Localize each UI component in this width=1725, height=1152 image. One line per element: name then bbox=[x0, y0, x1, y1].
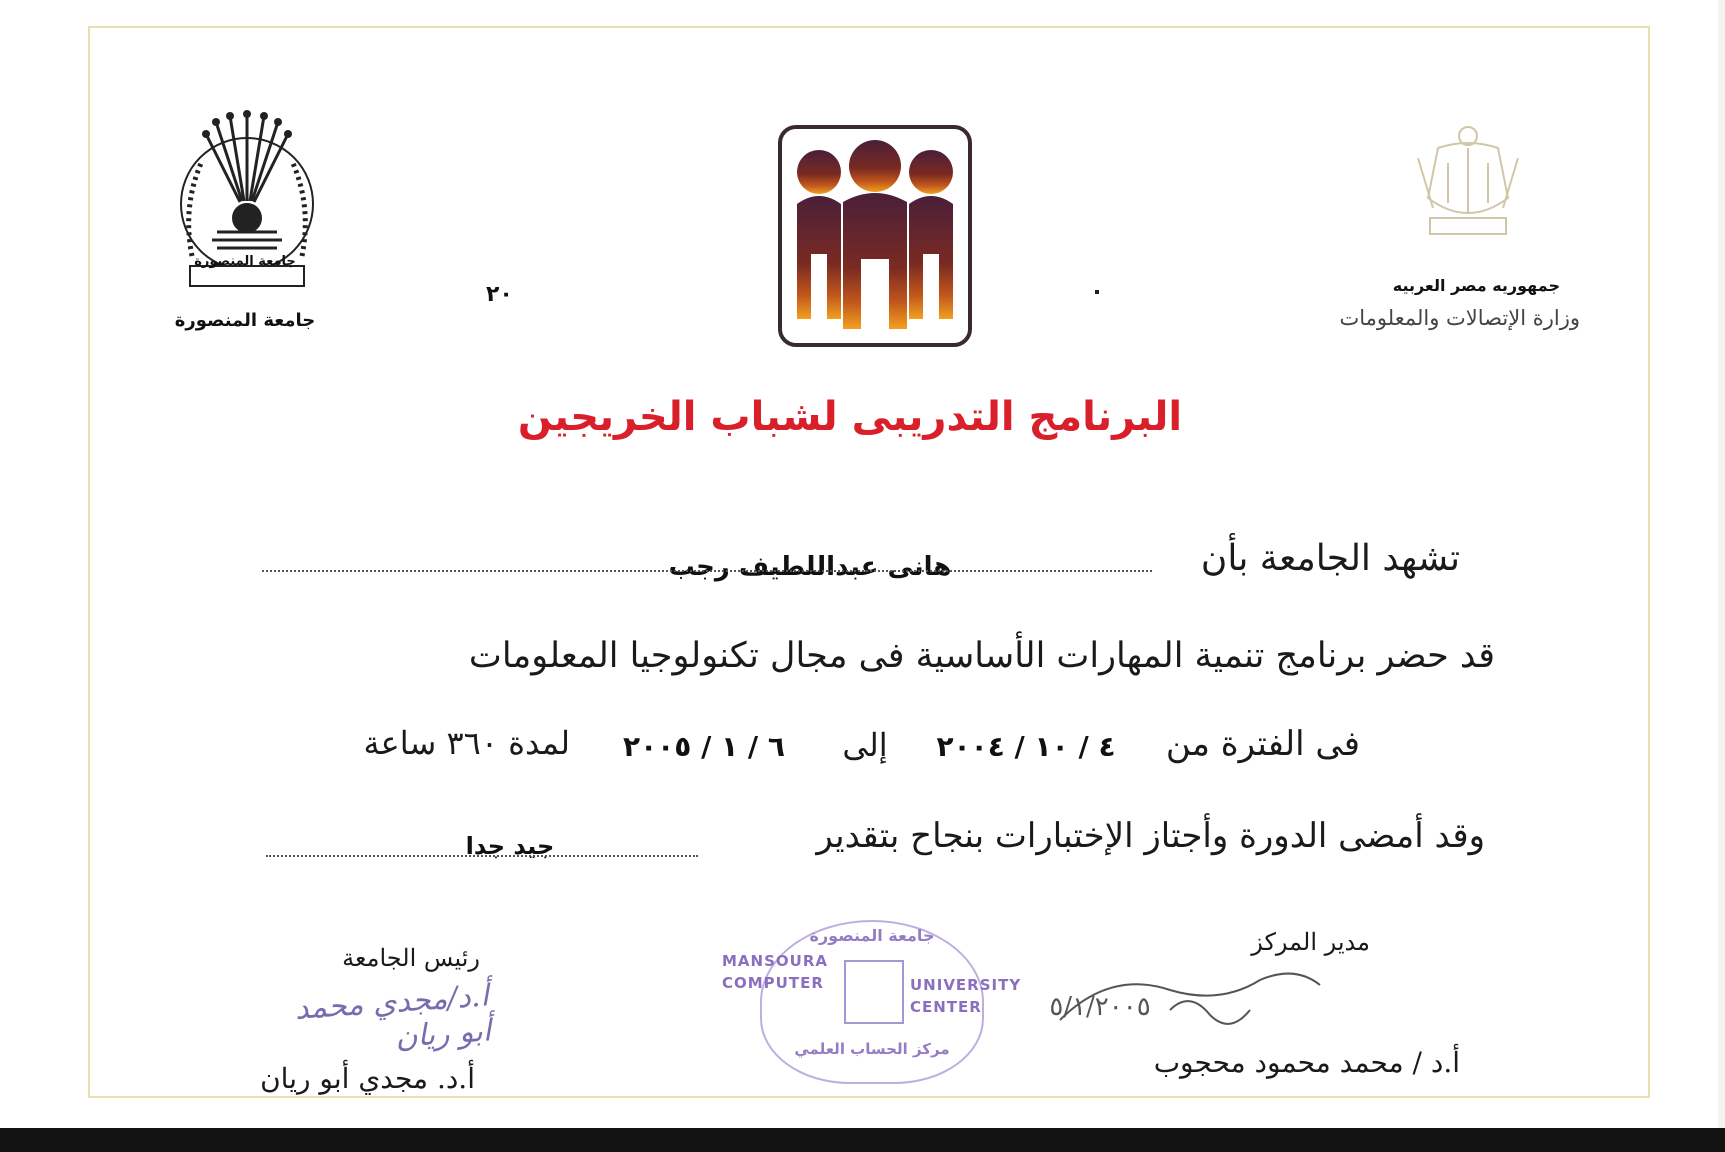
stamp-arabic-bottom: مركز الحساب العلمي bbox=[794, 1040, 950, 1058]
emblem-caption: جامعة المنصورة bbox=[194, 254, 296, 269]
egypt-eagle-icon bbox=[1408, 118, 1528, 242]
serial-number: ٢٠ bbox=[486, 282, 513, 307]
director-title: مدير المركز bbox=[1251, 928, 1370, 956]
stamp-right-text: UNIVERSITY CENTER bbox=[910, 976, 1022, 1016]
stamp-arabic-top: جامعة المنصورة bbox=[809, 926, 935, 945]
grade-value: جيد جدا bbox=[465, 832, 555, 860]
certificate-title: البرنامج التدريبى لشباب الخريجين bbox=[517, 394, 1183, 440]
recipient-name: هانى عبداللطيف رجب bbox=[668, 552, 952, 582]
attest-label: تشهد الجامعة بأن bbox=[1200, 538, 1460, 579]
scan-border bbox=[0, 1128, 1725, 1152]
university-name: جامعة المنصورة bbox=[174, 310, 316, 331]
director-name: أ.د / محمد محمود محجوب bbox=[1153, 1046, 1460, 1079]
stamp-emblem-icon bbox=[844, 960, 904, 1024]
scan-edge bbox=[1718, 0, 1725, 1128]
name-dotted-line bbox=[262, 570, 1152, 572]
period-label: فى الفترة من bbox=[1165, 724, 1360, 764]
duration-label: لمدة ٣٦٠ ساعة bbox=[363, 724, 570, 762]
course-statement: قد حضر برنامج تنمية المهارات الأساسية فى مجال تكنولوجيا المعلومات bbox=[468, 636, 1495, 676]
dot-mark bbox=[1095, 290, 1099, 294]
stamp-left-text: MANSOURA COMPUTER bbox=[722, 952, 828, 992]
president-title: رئيس الجامعة bbox=[342, 944, 480, 972]
president-name: أ.د. مجدي أبو ريان bbox=[260, 1062, 475, 1095]
date-from: ٤ / ١٠ / ٢٠٠٤ bbox=[936, 730, 1116, 763]
program-logo-icon bbox=[777, 124, 973, 348]
grade-dotted-line bbox=[266, 855, 698, 857]
date-to: ٦ / ١ / ٢٠٠٥ bbox=[622, 730, 785, 763]
director-signature-date: ٥/١/٢٠٠٥ bbox=[1049, 992, 1151, 1022]
president-signature: أ.د/مجدي محمد أبو ريان bbox=[293, 978, 493, 1055]
completion-statement: وقد أمضى الدورة وأجتاز الإختبارات بنجاح بتقدير bbox=[816, 816, 1485, 856]
republic-name: جمهوريه مصر العربيه bbox=[1392, 276, 1560, 295]
to-label: إلى bbox=[842, 726, 888, 764]
ministry-name: وزارة الإتصالات والمعلومات bbox=[1339, 306, 1580, 330]
